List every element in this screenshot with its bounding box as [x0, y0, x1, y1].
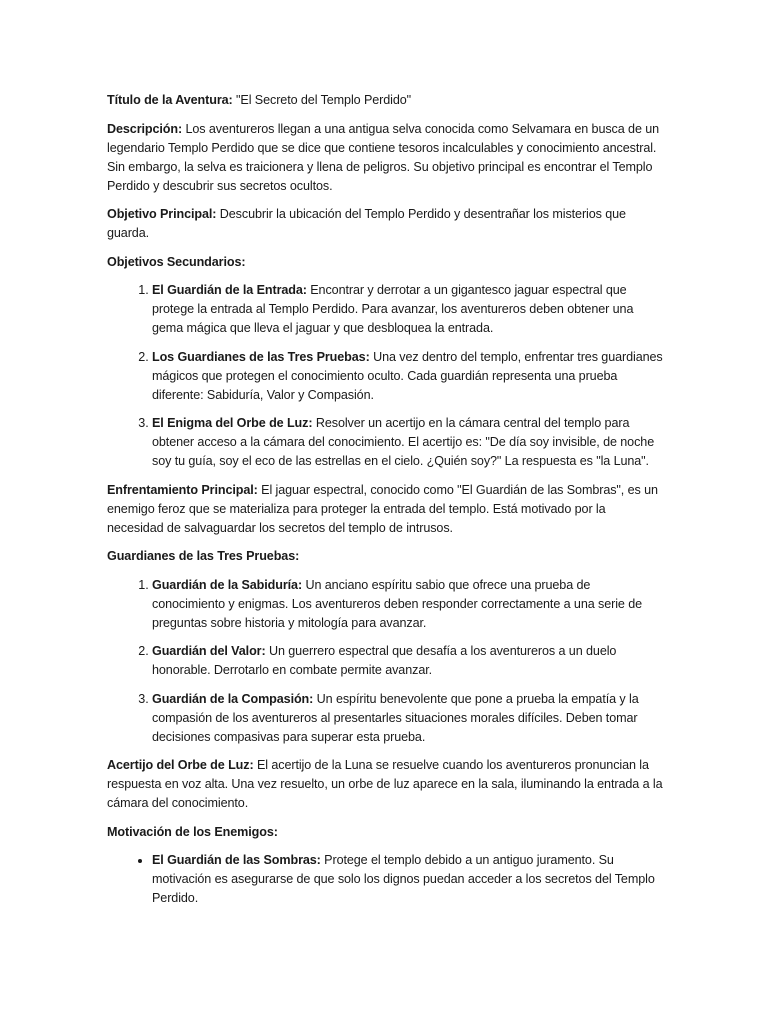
orb-riddle-label: Acertijo del Orbe de Luz: — [107, 758, 254, 772]
secondary-objectives-list — [107, 281, 663, 471]
list-item-text: Un espíritu benevolente que pone a prueba la empatía y la compasión de los aventureros al presentarles situaciones morales difíciles. Deben tomar decisiones compasivas para superar esta prueba. — [152, 691, 639, 744]
adventure-title-label: Título de la Aventura: — [107, 93, 233, 107]
list-item-text: Un anciano espíritu sabio que ofrece una prueba de conocimiento y enigmas. Los aventureros deben responder correctamente a una serie de preguntas sobre historia y mitología para avanzar. — [152, 577, 643, 630]
list-item-label: Guardián del Valor: — [152, 644, 266, 658]
list-item-text: Resolver un acertijo en la cámara central del templo para obtener acceso a la cámara del conocimiento. El acertijo es: "De día soy invisible, de noche soy tu guía, soy el eco de las estrellas en el cielo. ¿Quién soy?" La respuesta es "la Luna". — [152, 416, 655, 468]
main-objective-text: Descubrir la ubicación del Templo Perdido y desentrañar los misterios que guarda. — [107, 207, 626, 240]
list-item-label: Guardián de la Compasión: — [152, 691, 314, 706]
list-item — [152, 281, 663, 338]
list-item-text: Un guerrero espectral que desafía a los aventureros a un duelo honorable. Derrotarlo en combate permite avanzar. — [152, 644, 617, 677]
enemy-motivation-list — [107, 851, 663, 908]
three-trials-list — [107, 576, 663, 747]
three-trials-heading: Guardianes de las Tres Pruebas: — [107, 549, 300, 563]
main-confrontation-label: Enfrentamiento Principal: — [107, 482, 258, 497]
list-item — [152, 851, 663, 908]
main-objective-paragraph — [107, 205, 663, 243]
list-item-text: Encontrar y derrotar a un gigantesco jaguar espectral que protege la entrada al Templo Perdido. Para avanzar, los aventureros deben obtener una gema mágica que lleva el jaguar y que desbloquea la entrada. — [152, 283, 634, 335]
description-text: Los aventureros llegan a una antigua selva conocida como Selvamara en busca de un legendario Templo Perdido que se dice que contiene tesoros incalculables y conocimiento ancestral. Sin embargo, la selva es traicionera y llena de peligros. Su objetivo principal es encontrar el Templo Perdido y descubrir sus secretos ocultos. — [107, 121, 660, 193]
orb-riddle-text: El acertijo de la Luna se resuelve cuando los aventureros pronuncian la respuesta en voz alta. Una vez resuelto, un orbe de luz aparece en la sala, iluminando la entrada a la cámara del conocimiento. — [107, 758, 663, 810]
description-paragraph — [107, 120, 663, 196]
adventure-title-text: "El Secreto del Templo Perdido" — [232, 93, 412, 107]
list-item — [152, 642, 663, 680]
secondary-objectives-heading: Objetivos Secundarios: — [107, 254, 246, 269]
document-body — [107, 91, 663, 918]
list-item — [152, 414, 663, 471]
list-item-text: Protege el templo debido a un antiguo juramento. Su motivación es asegurarse de que solo los dignos puedan acceder a los secretos del Templo Perdido. — [152, 853, 655, 905]
main-confrontation-paragraph — [107, 481, 663, 538]
list-item — [152, 576, 663, 633]
list-item-label: Guardián de la Sabiduría: — [152, 577, 303, 592]
orb-riddle-paragraph — [107, 756, 663, 813]
main-confrontation-text: El jaguar espectral, conocido como "El Guardián de las Sombras", es un enemigo feroz que se materializa para proteger la entrada del templo. Está motivado por la necesidad de salvaguardar los secretos del templo de intrusos. — [107, 482, 658, 535]
list-item — [152, 348, 663, 405]
list-item-label: El Guardián de la Entrada: — [152, 283, 307, 297]
adventure-title — [107, 91, 663, 110]
list-item-label: Los Guardianes de las Tres Pruebas: — [152, 349, 370, 364]
enemy-motivation-heading: Motivación de los Enemigos: — [107, 824, 278, 839]
description-label: Descripción: — [107, 121, 183, 136]
main-objective-label: Objetivo Principal: — [107, 207, 217, 221]
list-item — [152, 690, 663, 747]
list-item-label: El Enigma del Orbe de Luz: — [152, 416, 313, 430]
list-item-text: Una vez dentro del templo, enfrentar tres guardianes mágicos que protegen el conocimiento oculto. Cada guardián representa una prueba diferente: Sabiduría, Valor y Compasión. — [152, 349, 663, 402]
list-item-label: El Guardián de las Sombras: — [152, 853, 321, 867]
